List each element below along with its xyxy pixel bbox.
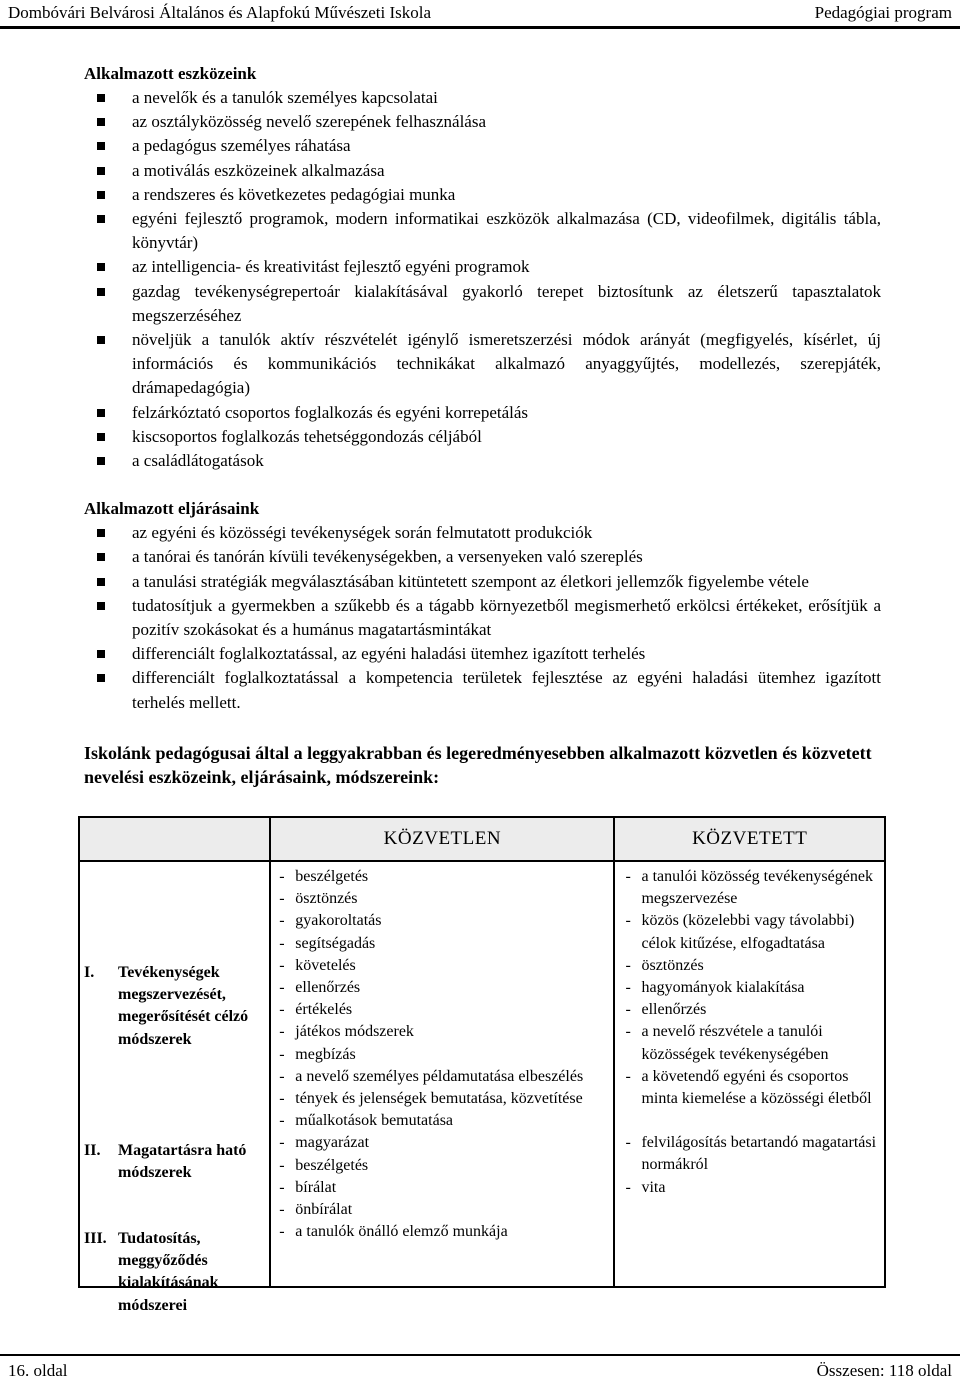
dash-bullet-icon: - [279,1134,285,1152]
table-item-text: közös (közelebbi vagy távolabbi) célok kitűzése, elfogadtatása [641,912,855,952]
table-item-text: a tanulók önálló elemző munkája [295,1223,508,1241]
dash-bullet-icon: - [279,1201,285,1219]
table-item-text: megbízás [295,1045,356,1063]
footer-divider [0,1354,960,1356]
header-document-title: Pedagógiai program [814,3,952,22]
list-item [84,521,881,545]
table-item-text: a nevelő személyes példamutatása elbeszélés [295,1067,584,1085]
list-item [84,666,881,714]
page-footer [8,1360,952,1380]
square-bullet-icon [97,578,105,586]
table-item-text: bírálat [295,1178,337,1196]
method-row [80,962,265,1051]
square-bullet-icon [97,191,105,199]
table-list-item [271,1088,613,1110]
square-bullet-icon [97,433,105,441]
table-item-text: gyakoroltatás [295,912,382,930]
list-item [84,255,881,279]
list-item [84,280,881,328]
list-item-text: differenciált foglalkoztatással a kompetencia területek fejlesztése az egyéni haladási ütemhez igazított terhelés mellett. [132,668,881,712]
dash-bullet-icon: - [279,912,285,930]
table-item-text: segítségadás [295,934,376,952]
method-number: III. [84,1230,107,1247]
table-item-text: beszélgetés [295,868,369,885]
dash-bullet-icon: - [279,1178,285,1196]
dash-bullet-icon: - [279,1023,285,1041]
method-group [615,1021,884,1110]
header-direct: KÖZVETLEN [270,817,614,861]
table-list-item [271,1066,613,1088]
table-list-item [615,1177,884,1199]
footer-total-pages: Összesen: 118 oldal [816,1361,952,1380]
list-item [84,159,881,183]
list-item [84,545,881,569]
tools-list [84,86,881,473]
table-list-item [271,888,613,910]
list-item [84,110,881,134]
dash-bullet-icon: - [625,868,631,885]
square-bullet-icon [97,142,105,150]
procedures-list [84,521,881,715]
header-divider [0,26,960,29]
dash-bullet-icon: - [279,1045,285,1063]
square-bullet-icon [97,553,105,561]
square-bullet-icon [97,288,105,296]
dash-bullet-icon: - [279,1090,285,1108]
square-bullet-icon [97,602,105,610]
table-list-item [615,999,884,1021]
method-row [80,1140,265,1184]
dash-bullet-icon: - [279,868,285,885]
square-bullet-icon [97,336,105,344]
list-item-text: a tanulási stratégiák megválasztásában kitüntetett szempont az életkori jellemzők figyelembe vétele [132,571,809,591]
dash-bullet-icon: - [279,979,285,997]
square-bullet-icon [97,215,105,223]
table-list-item [271,955,613,977]
spacer [84,473,881,497]
dash-bullet-icon: - [279,1067,285,1085]
table-item-text: követelés [295,956,356,974]
dash-bullet-icon: - [279,1156,285,1174]
list-item-text: a nevelők és a tanulók személyes kapcsolatai [132,88,438,107]
square-bullet-icon [97,650,105,658]
table-list-item [271,977,613,999]
table-list-item [271,1021,613,1043]
square-bullet-icon [97,674,105,682]
list-item [84,328,881,401]
table-item-text: a nevelő részvétele a tanulói közösségek tevékenységében [641,1023,829,1063]
table-item-text: ellenőrzés [641,1001,707,1019]
dash-bullet-icon: - [279,956,285,974]
table-item-text: a tanulói közösség tevékenységének megszervezése [641,868,873,908]
table-list-item [271,1221,613,1243]
methods-table [78,816,886,1314]
table-list-item [615,910,884,954]
list-item-text: a családlátogatások [132,451,264,471]
method-group [271,1066,613,1133]
main-content [84,62,881,789]
square-bullet-icon [97,118,105,126]
list-item-text: gazdag tevékenységrepertoár kialakításával gyakorló terepet biztosítunk az életszerű tapasztalatok megszerzéséhez [132,281,881,325]
table-list-item [615,955,884,977]
footer-page-number: 16. oldal [8,1361,68,1380]
square-bullet-icon [97,263,105,271]
list-item-text: tudatosítjuk a gyermekben a szűkebb és a tágabb környezetből megismerhető erkölcsi értékeket, erősítjük a pozitív szokásokat és a humánus magatartásmintákat [132,595,881,640]
method-number: I. [84,964,95,981]
table-list-item [271,1132,613,1154]
list-item-text: kiscsoportos foglalkozás tehetséggondozás céljából [132,426,482,446]
square-bullet-icon [97,409,105,417]
list-item-text: a tanórai és tanórán kívüli tevékenységekben, a versenyeken való szereplés [132,547,643,567]
table-item-text: játékos módszerek [295,1023,414,1041]
table-item-text: tények és jelenségek bemutatása, közvetítése [295,1090,583,1108]
method-row [80,1228,265,1317]
dash-bullet-icon: - [625,912,631,930]
page-header [8,0,952,26]
table-item-text: ösztönzés [641,956,704,974]
method-name: Magatartásra ható módszerek [118,1142,247,1182]
list-item [84,594,881,642]
square-bullet-icon [97,457,105,465]
header-school-name: Dombóvári Belvárosi Általános és Alapfokú Művészeti Iskola [8,3,432,22]
table-item-text: önbírálat [295,1201,353,1219]
section-title-tools: Alkalmazott eszközeink [84,64,257,83]
dash-bullet-icon: - [625,1067,631,1085]
table-item-text: ösztönzés [295,890,358,908]
method-group [271,866,613,1066]
dash-bullet-icon: - [625,1023,631,1041]
list-item-text: növeljük a tanulók aktív részvételét igénylő ismeretszerzési módok arányát (megfigyelés, kísérlet, új információs és kommunikációs technikákat alkalmazó anyaggyűjtés, modellezés, szerepjáték, drámapedagógia) [132,330,881,398]
table-list-item [271,1110,613,1132]
list-item-text: a rendszeres és következetes pedagógiai munka [132,184,456,204]
table-item-text: magyarázat [295,1134,370,1152]
table-header-row [79,817,885,861]
indirect-column [614,861,885,1287]
list-item [84,570,881,594]
dash-bullet-icon: - [625,979,631,997]
list-item-text: differenciált foglalkoztatással, az egyéni haladási ütemhez igazított terhelés [132,644,646,664]
list-item [84,183,881,207]
table-list-item [271,999,613,1021]
dash-bullet-icon: - [625,1001,631,1019]
list-item [84,425,881,449]
list-item-text: az osztályközösség nevelő szerepének felhasználása [132,112,486,132]
dash-bullet-icon: - [279,1001,285,1019]
table-item-text: értékelés [295,1001,353,1019]
table-list-item [271,1155,613,1177]
table-list-item [615,1021,884,1065]
table-list-item [271,1044,613,1066]
method-name: Tudatosítás, meggyőződés kialakításának módszerei [118,1230,219,1314]
table-item-text: vita [641,1178,666,1196]
dash-bullet-icon: - [279,1223,285,1241]
table-body-row [79,861,885,1287]
list-item-text: az intelligencia- és kreativitást fejlesztő egyéni programok [132,257,530,277]
table-item-text: felvilágosítás betartandó magatartási normákról [641,1134,877,1174]
list-item [84,86,881,110]
list-item-text: a motiválás eszközeinek alkalmazása [132,160,385,180]
table-item-text: műalkotások bemutatása [295,1112,454,1130]
dash-bullet-icon: - [279,1112,285,1130]
dash-bullet-icon: - [625,956,631,974]
table-list-item [271,1199,613,1221]
method-group [615,866,884,1021]
list-item [84,449,881,473]
square-bullet-icon [97,94,105,102]
header-indirect: KÖZVETETT [614,817,885,861]
direct-column [270,861,614,1287]
table-list-item [271,933,613,955]
table-title: Iskolánk pedagógusai által a leggyakrabban és legeredményesebben alkalmazott közvetlen és közvetett nevelési eszközeink, eljárásaink, módszereink: [84,742,872,787]
table-item-text: a követendő egyéni és csoportos minta kiemelése a közösségi életből [641,1067,872,1108]
table-list-item [615,1132,884,1176]
table-list-item [271,866,613,888]
list-item-text: a pedagógus személyes ráhatása [132,136,351,156]
table-list-item [271,1177,613,1199]
table-list-item [615,1066,884,1110]
spacer [84,715,881,739]
dash-bullet-icon: - [279,890,285,908]
table-item-text: hagyományok kialakítása [641,979,805,997]
method-group [271,1132,613,1243]
square-bullet-icon [97,167,105,175]
dash-bullet-icon: - [625,1134,631,1152]
list-item-text: felzárkóztató csoportos foglalkozás és egyéni korrepetálás [132,402,529,422]
table-item-text: ellenőrzés [295,979,361,997]
list-item [84,401,881,425]
methods-column [79,861,270,1314]
section-title-procedures: Alkalmazott eljárásaink [84,499,260,519]
table-item-text: beszélgetés [295,1156,369,1174]
table-list-item [615,866,884,910]
list-item [84,207,881,255]
square-bullet-icon [97,529,105,537]
method-name: Tevékenységek megszervezését, megerősítését célzó módszerek [118,964,249,1048]
list-item [84,134,881,158]
method-number: II. [84,1142,101,1159]
list-item [84,642,881,666]
dash-bullet-icon: - [279,934,285,952]
method-group [615,1132,884,1199]
list-item-text: egyéni fejlesztő programok, modern informatikai eszközök alkalmazása (CD, videofilmek, digitális tábla, könyvtár) [132,209,881,253]
header-empty-cell [79,817,270,861]
dash-bullet-icon: - [625,1178,631,1196]
table-list-item [615,977,884,999]
table-list-item [271,910,613,932]
list-item-text: az egyéni és közösségi tevékenységek során felmutatott produkciók [132,523,593,543]
